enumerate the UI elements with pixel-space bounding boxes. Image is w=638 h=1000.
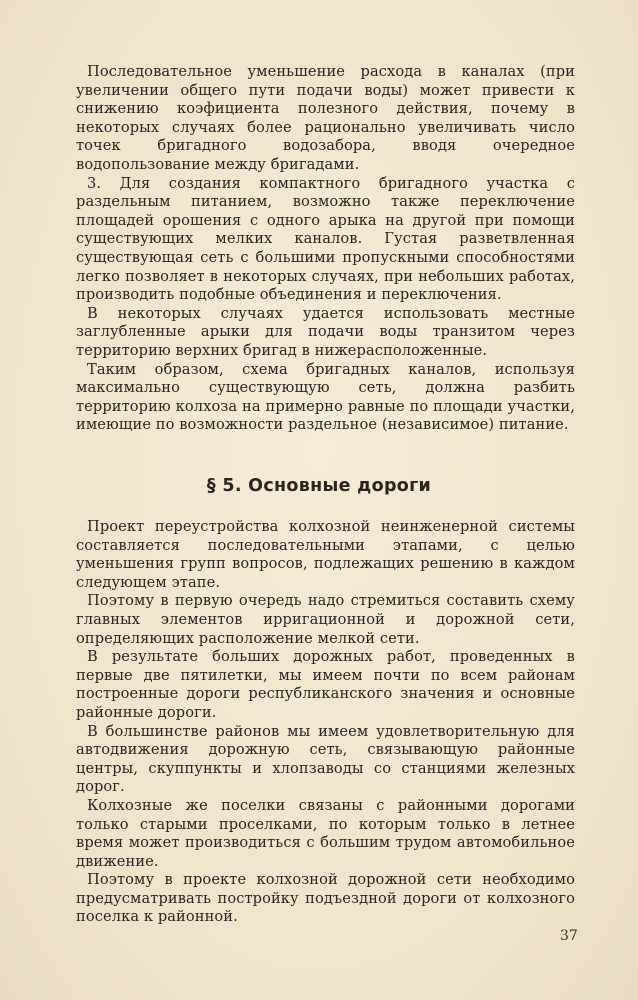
paragraph: Проект переустройства колхозной неинженерной системы составляется последовательными этапами, с целью уменьшения групп вопросов, подлежащих решению в каждом следующем этапе. (76, 518, 575, 591)
paragraph: Колхозные же поселки связаны с районными дорогами только старыми проселками, по которым только в летнее время может производиться с большим трудом автомобильное движение. (76, 796, 575, 870)
paragraph: В некоторых случаях удается использовать местные заглубленные арыки для подачи воды транзитом через территорию верхних бригад в нижерасположенные. (76, 304, 575, 359)
paragraph: Последовательное уменьшение расхода в каналах (при увеличении общего пути подачи воды) может привести к снижению коэфициента полезного действия, почему в некоторых случаях более рационально увеличивать число точек бригадного водозабора, вводя очередное водопользование между бригадами. (76, 63, 575, 173)
paragraph: Таким образом, схема бригадных каналов, используя максимально существующую сеть, должна разбить территорию колхоза на примерно равные по площади участки, имеющие по возможности раздельное (независимое) питание. (76, 360, 575, 434)
section-heading: § 5. Основные дороги (206, 476, 432, 496)
page-number: 37 (560, 928, 578, 944)
paragraph: В большинстве районов мы имеем удовлетворительную для автодвижения дорожную сеть, связывающую районные центры, скуппункты и хлопзаводы со станциями железных дорог. (76, 722, 575, 796)
paragraph: Поэтому в проекте колхозной дорожной сети необходимо предусматривать постройку подъездной дороги от колхозного поселка к районной. (76, 871, 575, 926)
paragraph: 3. Для создания компактного бригадного участка с раздельным питанием, возможно также переключение площадей орошения с одного арыка на другой при помощи существующих мелких каналов. Густая разветвленная существующая сеть с большими пропускными способностями легко позволяет в некоторых случаях, при небольших работах, производить подобные объединения и переключения. (76, 174, 575, 304)
text-block-bottom (76, 518, 575, 927)
paragraph: Поэтому в первую очередь надо стремиться составить схему главных элементов ирригационной и дорожной сети, определяющих расположение мелкой сети. (76, 592, 575, 647)
text-block-top (76, 63, 575, 435)
paragraph: В результате больших дорожных работ, проведенных в первые две пятилетки, мы имеем почти по всем районам построенные дороги республиканского значения и основные районные дороги. (76, 648, 575, 721)
